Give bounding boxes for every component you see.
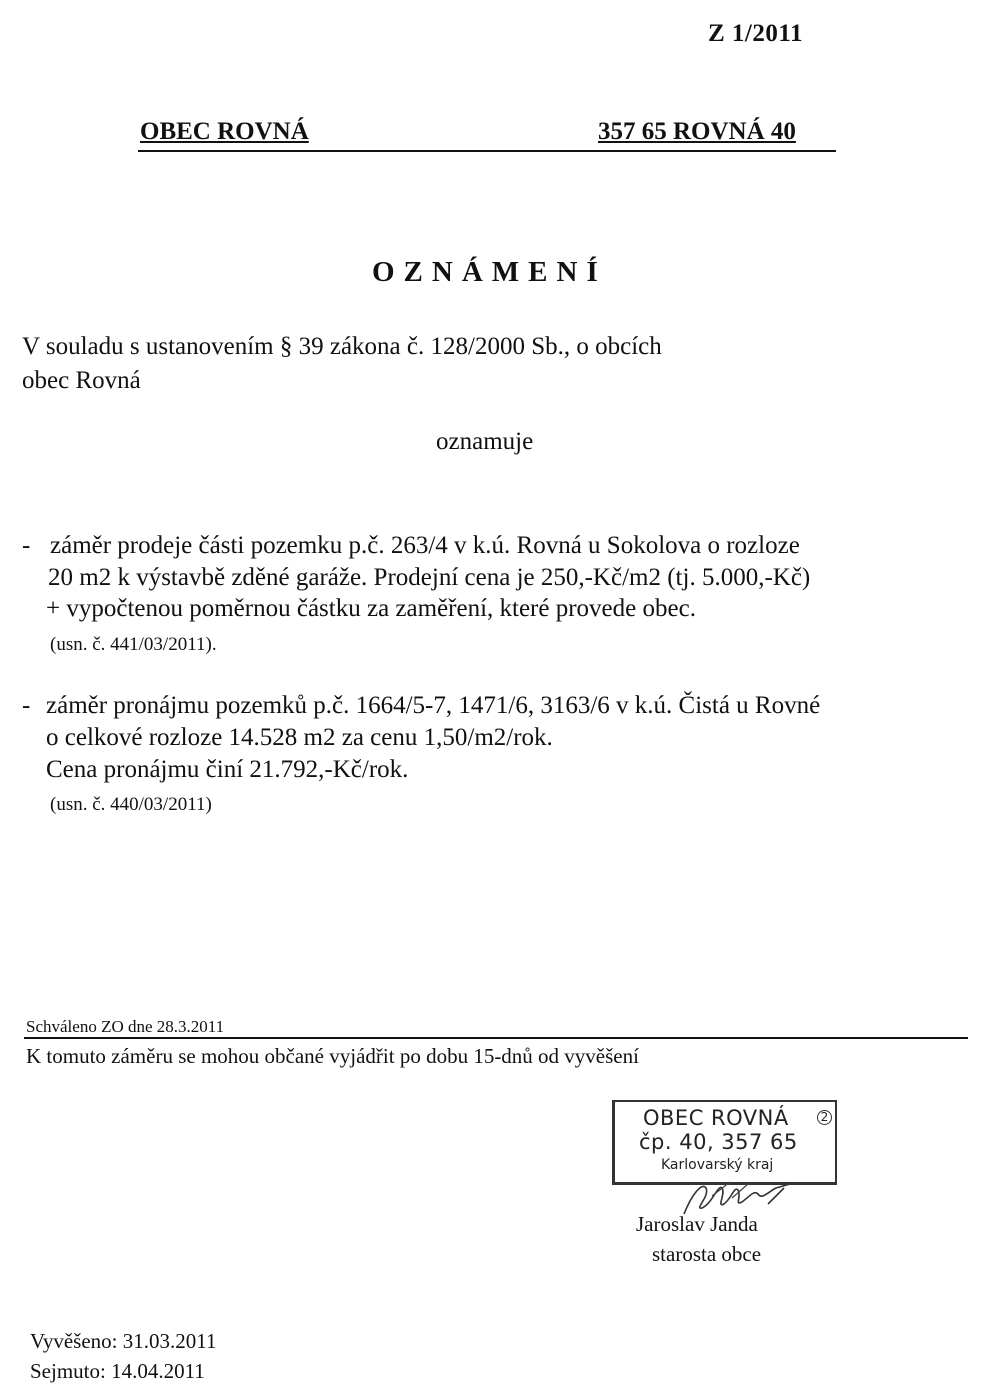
item-2-dash: - (22, 692, 31, 719)
item-1-resolution-ref: (usn. č. 441/03/2011). (50, 634, 217, 655)
stamp-number: 2 (817, 1110, 832, 1125)
stamp-address: čp. 40, 357 65 (639, 1130, 798, 1154)
signer-name: Jaroslav Janda (636, 1212, 758, 1236)
item-1-line-2: 20 m2 k výstavbě zděné garáže. Prodejní cena je 250,-Kč/m2 (tj. 5.000,-Kč) (48, 564, 811, 591)
signer-role: starosta obce (652, 1242, 762, 1266)
item-2-line-1: záměr pronájmu pozemků p.č. 1664/5-7, 1471/6, 3163/6 v k.ú. Čistá u Rovné (46, 692, 821, 719)
intro-line-2: obec Rovná (22, 367, 141, 394)
official-stamp (612, 1100, 837, 1185)
document-number: Z 1/2011 (708, 20, 803, 47)
item-2-line-2: o celkové rozloze 14.528 m2 za cenu 1,50/m2/rok. (46, 724, 553, 751)
item-2-resolution-ref: (usn. č. 440/03/2011) (50, 794, 212, 815)
item-1-line-1: záměr prodeje části pozemku p.č. 263/4 v k.ú. Rovná u Sokolova o rozloze (50, 532, 800, 559)
stamp-region: Karlovarský kraj (661, 1157, 774, 1173)
item-1-dash: - (22, 532, 31, 559)
intro-paragraph (22, 330, 662, 398)
public-comment-note: K tomuto záměru se mohou občané vyjádřit po dobu 15-dnů od vyvěšení (26, 1044, 639, 1068)
header-municipality: OBEC ROVNÁ (140, 118, 309, 145)
header-address: 357 65 ROVNÁ 40 (598, 118, 796, 145)
removed-date: Sejmuto: 14.04.2011 (30, 1359, 205, 1383)
item-2-line-3: Cena pronájmu činí 21.792,-Kč/rok. (46, 756, 409, 783)
announcement-verb: oznamuje (436, 428, 534, 455)
approval-note: Schváleno ZO dne 28.3.2011 (26, 1017, 225, 1036)
item-1-line-3: + vypočtenou poměrnou částku za zaměření, které provede obec. (46, 595, 696, 622)
divider (24, 1037, 968, 1039)
intro-line-1: V souladu s ustanovením § 39 zákona č. 128/2000 Sb., o obcích (22, 333, 662, 360)
page-title: OZNÁMENÍ (372, 256, 607, 288)
posted-date: Vyvěšeno: 31.03.2011 (30, 1329, 217, 1353)
stamp-municipality: OBEC ROVNÁ (643, 1106, 789, 1130)
